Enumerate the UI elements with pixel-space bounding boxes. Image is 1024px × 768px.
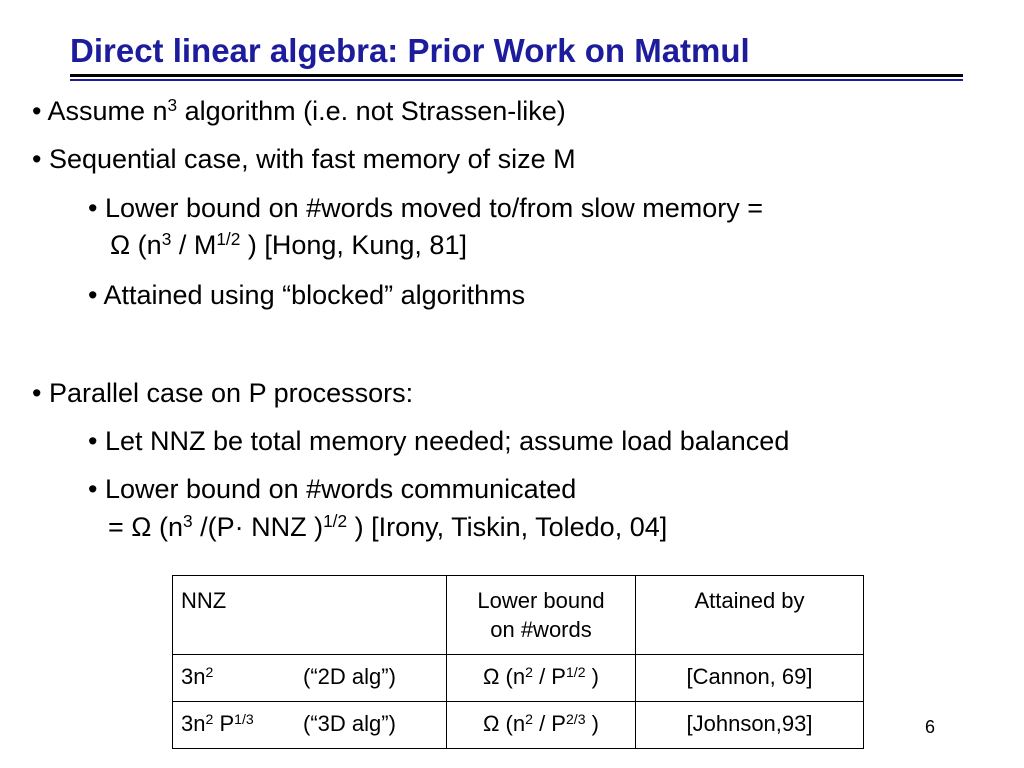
- cell-nnz: $3n^2$ (“2D alg”): [173, 655, 447, 702]
- page-number: 6: [925, 717, 936, 737]
- bullet-assume: • Assume $n^3$ algorithm (i.e. not Strassen-like): [32, 94, 566, 126]
- header-attained-by: Attained by: [636, 576, 864, 655]
- header-nnz: NNZ: [173, 576, 447, 655]
- header-lower-bound: Lower bound on #words: [447, 576, 636, 655]
- cell-lower-bound: Ω ($n^2 / P^{1/2}$ ): [447, 655, 636, 702]
- cell-attained-by: [Johnson,93]: [636, 702, 864, 749]
- cell-nnz: $3n^2$ $P^{1/3}$ (“3D alg”): [173, 702, 447, 749]
- comparison-table: [172, 575, 864, 749]
- seq-lower-bound-formula: Ω ($n^3 / M^{1/2}$ ) [Hong, Kung, 81]: [110, 228, 467, 260]
- bullet-par-lower-bound: • Lower bound on #words communicated: [88, 474, 577, 504]
- title-underline-blue: [70, 79, 963, 81]
- bullet-seq-attained: • Attained using “blocked” algorithms: [88, 280, 526, 310]
- alg-label: (“2D alg”): [303, 664, 396, 689]
- bullet-seq-lower-bound: • Lower bound on #words moved to/from slow memory =: [88, 193, 763, 223]
- bullet-parallel: • Parallel case on P processors:: [32, 378, 414, 408]
- bullet-par-nnz: • Let NNZ be total memory needed; assume load balanced: [88, 426, 790, 456]
- cell-attained-by: [Cannon, 69]: [636, 655, 864, 702]
- cell-lower-bound: Ω ($n^2 / P^{2/3}$ ): [447, 702, 636, 749]
- bullet-sequential: • Sequential case, with fast memory of size M: [32, 144, 576, 174]
- alg-label: (“3D alg”): [303, 711, 396, 736]
- title-underline: [70, 74, 963, 77]
- table-row: [173, 702, 864, 749]
- par-lower-bound-formula: = Ω ($n^3$ /(P· NNZ )$^{1/2}$ ) [Irony, Tiskin, Toledo, 04]: [108, 510, 668, 542]
- slide-title: Direct linear algebra: Prior Work on Matmul: [70, 32, 750, 69]
- table-row: [173, 655, 864, 702]
- table-header-row: [173, 576, 864, 655]
